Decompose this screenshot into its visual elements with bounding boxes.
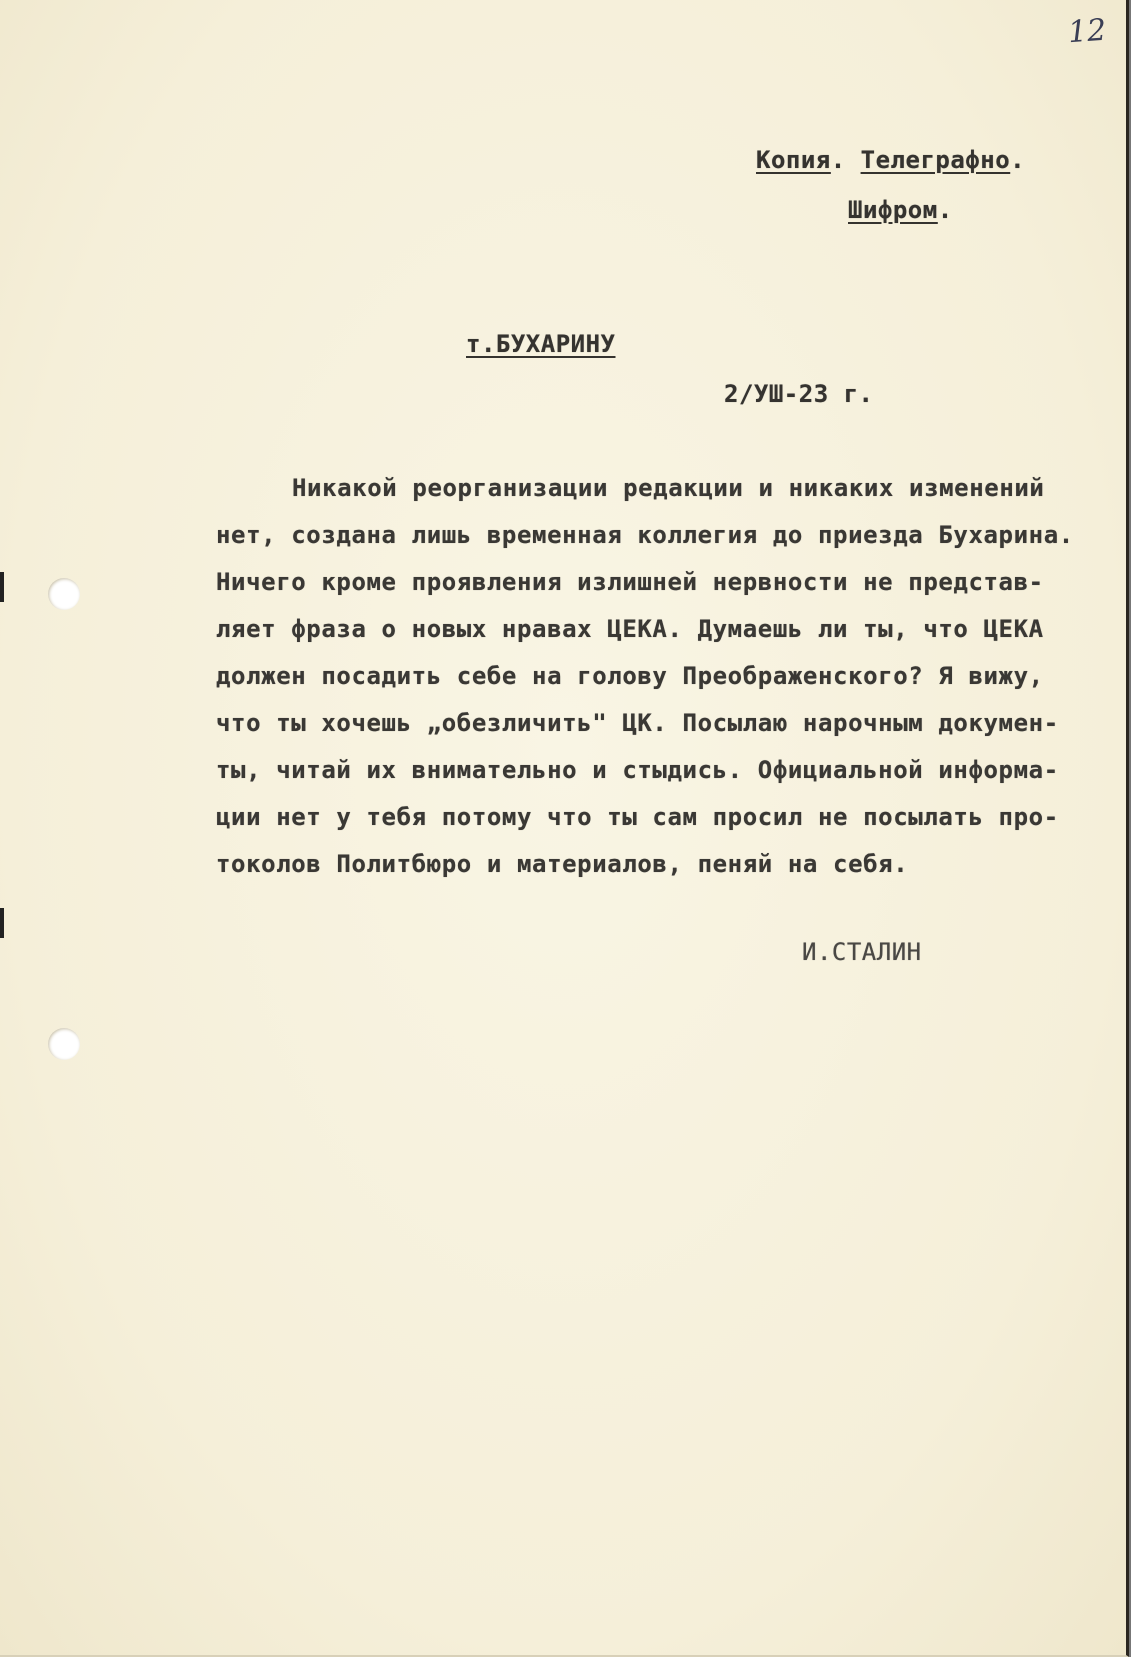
edge-mark — [0, 908, 4, 938]
body-line: нет, создана лишь временная коллегия до приезда Бухарина. — [216, 521, 1074, 549]
telegraph-label: Телеграфно — [860, 146, 1011, 174]
body-line: ции нет у тебя потому что ты сам просил не посылать про- — [216, 803, 1059, 831]
cipher-label: Шифром — [848, 196, 938, 224]
body-line: должен посадить себе на голову Преображенского? Я вижу, — [216, 662, 1044, 690]
body-line: Никакой реорганизации редакции и никаких изменений — [292, 474, 1045, 502]
punch-hole-upper — [48, 578, 80, 610]
punch-hole-lower — [48, 1028, 80, 1060]
archive-page-number: 12 — [1066, 12, 1108, 51]
addressee: т.БУХАРИНУ — [466, 330, 616, 358]
signature: И.СТАЛИН — [802, 938, 922, 966]
body-line: токолов Политбюро и материалов, пеняй на себя. — [216, 850, 909, 878]
body-line: ты, читай их внимательно и стыдись. Официальной информа- — [216, 756, 1059, 784]
document-date: 2/УШ-23 г. — [724, 380, 874, 408]
body-line: ляет фраза о новых нравах ЦЕКА. Думаешь ли ты, что ЦЕКА — [216, 615, 1044, 643]
edge-mark — [0, 572, 4, 602]
body-line: Ничего кроме проявления излишней нервности не представ- — [216, 568, 1044, 596]
copy-label: Копия — [756, 146, 831, 174]
copy-marking: Копия. Телеграфно. — [756, 146, 1026, 174]
cipher-marking: Шифром. — [848, 196, 953, 224]
body-line: что ты хочешь „обезличить" ЦК. Посылаю нарочным докумен- — [216, 709, 1059, 737]
